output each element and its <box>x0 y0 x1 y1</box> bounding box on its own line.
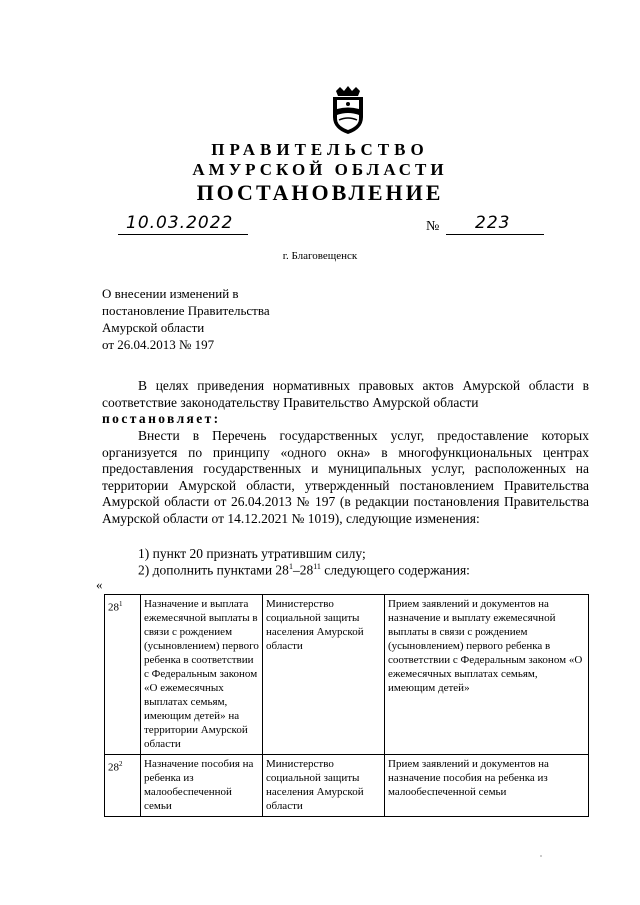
subject-line: Амурской области <box>102 320 205 335</box>
list-item-1: 1) пункт 20 признать утратившим силу; <box>138 546 366 561</box>
document-date: 10.03.2022 <box>126 213 234 233</box>
table-row <box>105 755 589 817</box>
date-underline <box>118 234 248 235</box>
city-name: г. Благовещенск <box>282 250 358 262</box>
number-label: № <box>426 219 440 234</box>
subject-line: постановление Правительства <box>102 303 270 318</box>
main-paragraph: Внести в Перечень государственных услуг, предоставление которых организуется по принципу «одного окна» в многофункциональных центрах предоставления государственных и муниципальных услуг, расположенных на территории Амурской области, утвержденный постановлением Правительства Амурской области от 26.04.2013 № 197 (в редакции постановления Правительства Амурской области от 14.12.2021 № 1019), следующие изменения: <box>102 428 589 526</box>
government-title: ПРАВИТЕЛЬСТВО <box>211 140 429 159</box>
service-name-cell: Назначение и выплата ежемесячной выплаты в связи с рождением (усыновлением) первого ребенка в соответствии с Федеральным законом «О ежемесячных выплатах семьям, имеющим детей» на территории Амурской области <box>141 595 263 755</box>
subject-line: от 26.04.2013 № 197 <box>102 337 215 352</box>
list-item-2: 2) дополнить пунктами $28^1-28^{11}$ следующего содержания: <box>138 562 470 578</box>
document-number: 223 <box>475 213 511 233</box>
decree-word: постановляет: <box>102 411 221 426</box>
preamble-paragraph: В целях приведения нормативных правовых актов Амурской области в соответствие законодательству Правительство Амурской области <box>102 378 589 410</box>
procedure-cell: Прием заявлений и документов на назначение пособия на ребенка из малообеспеченной семьи <box>385 755 589 817</box>
row-number-cell: $28^1$ <box>105 595 141 755</box>
number-underline <box>446 234 544 235</box>
service-name-cell: Назначение пособия на ребенка из малообеспеченной семьи <box>141 755 263 817</box>
document-type-title: ПОСТАНОВЛЕНИЕ <box>196 180 444 205</box>
row-number-cell: $28^2$ <box>105 755 141 817</box>
subject-line: О внесении изменений в <box>102 286 239 301</box>
document-subject <box>102 285 270 353</box>
services-table <box>104 594 589 817</box>
table-row <box>105 595 589 755</box>
opening-quote-mark: « <box>96 577 103 592</box>
agency-cell: Министерство социальной защиты населения Амурской области <box>263 595 385 755</box>
scan-speck <box>540 855 542 857</box>
coat-of-arms-emblem <box>328 85 368 135</box>
region-title: АМУРСКОЙ ОБЛАСТИ <box>192 160 448 179</box>
procedure-cell: Прием заявлений и документов на назначение и выплату ежемесячной выплаты в связи с рождением (усыновлением) первого ребенка в соответствии с Федеральным законом «О ежемесячных выплатах семьям, имеющим детей» <box>385 595 589 755</box>
agency-cell: Министерство социальной защиты населения Амурской области <box>263 755 385 817</box>
